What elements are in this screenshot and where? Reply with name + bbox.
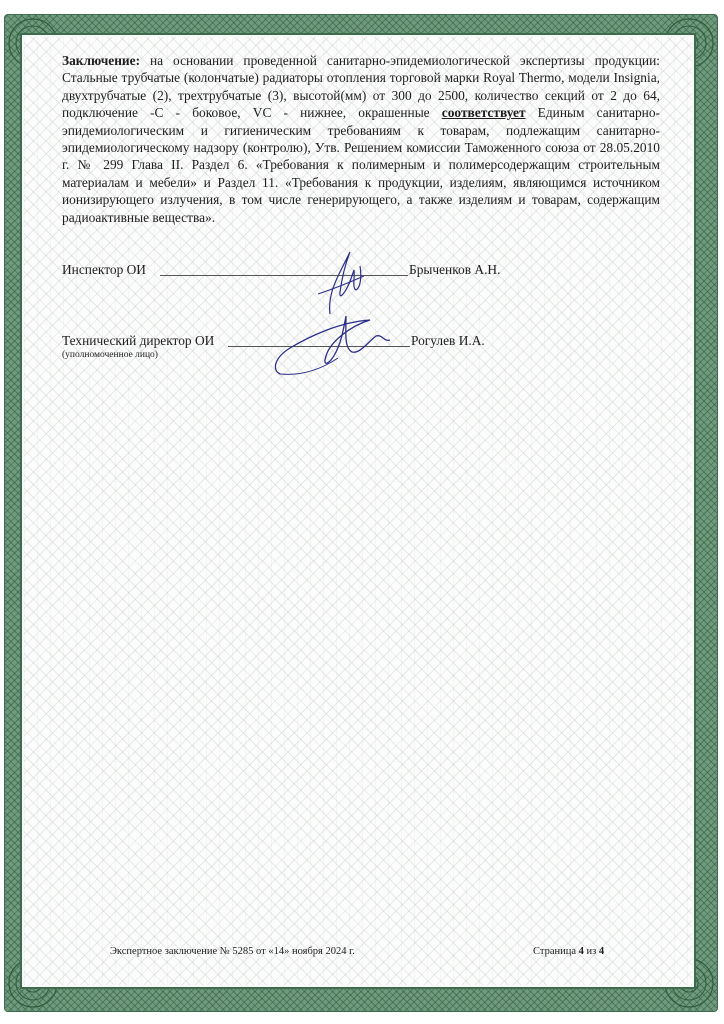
page-separator: из	[583, 946, 599, 957]
director-name: Рогулев И.А.	[411, 333, 485, 348]
inspector-signature	[300, 248, 390, 318]
conclusion-paragraph	[62, 52, 660, 226]
footer-page-indicator	[533, 946, 604, 957]
director-signature	[260, 312, 410, 380]
conclusion-text-2: Единым санитарно-эпидемиологическим и гигиеническим требованиям к товарам, подлежащим санитарно-эпидемиологическому надзору (контролю), Утв. Решением комиссии Таможенного союза от 28.05.2010 г. № 299 Глава II. Раздел 6. «Требования к полимерным и полимерсодержащим строительным материалам и мебели» и Раздел 11. «Требования к продукции, изделиям, являющимся источником ионизирующего излучения, в том числе генерирующего, а также изделиям и товарам, содержащим радиоактивные вещества».	[62, 105, 660, 225]
conclusion-verdict: соответствует	[441, 105, 526, 121]
inspector-title: Инспектор ОИ	[62, 262, 146, 277]
director-note: (уполномоченное лицо)	[62, 350, 158, 360]
conclusion-label: Заключение:	[62, 53, 141, 68]
footer-document-number: Экспертное заключение № 5285 от «14» ноября 2024 г.	[110, 946, 355, 957]
inspector-name: Брыченков А.Н.	[409, 262, 501, 277]
page-current: 4	[578, 946, 584, 957]
director-title: Технический директор ОИ	[62, 333, 215, 348]
page-label: Страница	[533, 946, 579, 957]
page-total: 4	[598, 946, 605, 957]
conclusion-text-1: на основании проведенной санитарно-эпидемиологической экспертизы продукции: Стальные трубчатые (колончатые) радиаторы отопления торговой марки Royal Thermo, модели Insignia, двухтрубчатые (2), трехтрубчатые (3), высотой(мм) от 300 до 2500, количество секций от 2 до 64, подключение -C - боковое, VC - нижнее, окрашенные	[62, 53, 660, 121]
